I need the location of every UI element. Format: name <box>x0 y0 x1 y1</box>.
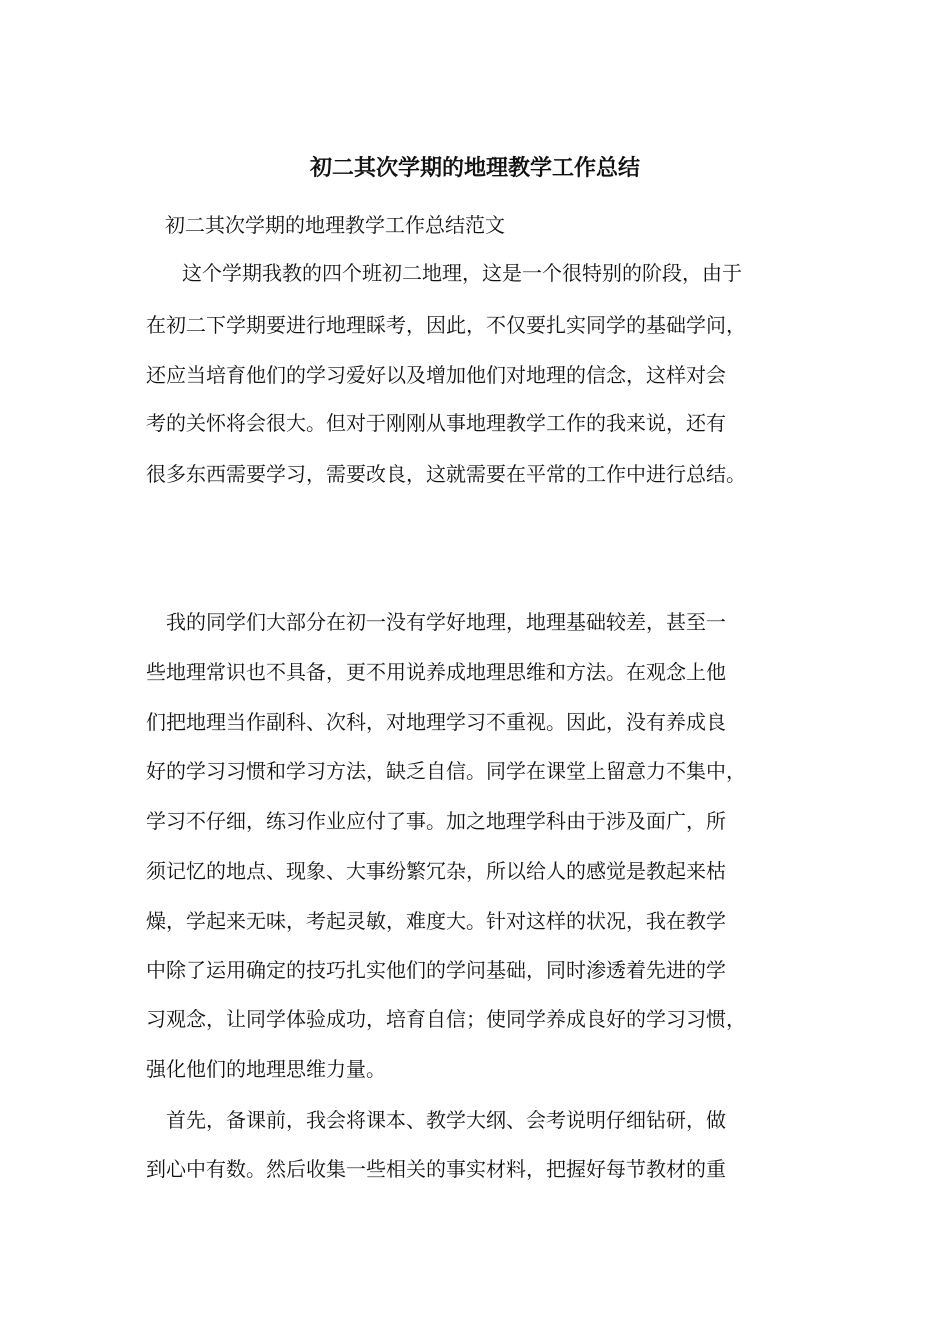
paragraph-1-line: 在初二下学期要进行地理睬考，因此，不仅要扎实同学的基础学问， <box>146 313 746 337</box>
document-title: 初二其次学期的地理教学工作总结 <box>309 155 640 181</box>
paragraph-1-line: 很多东西需要学习，需要改良，这就需要在平常的工作中进行总结。 <box>146 462 746 486</box>
paragraph-2-line: 我的同学们大部分在初一没有学好地理，地理基础较差，甚至一 <box>166 610 726 634</box>
paragraph-1-line: 还应当培育他们的学习爱好以及增加他们对地理的信念，这样对会 <box>146 363 726 387</box>
paragraph-2-line: 中除了运用确定的技巧扎实他们的学问基础，同时渗透着先进的学 <box>146 958 726 982</box>
paragraph-2-line: 些地理常识也不具备，更不用说养成地理思维和方法。在观念上他 <box>146 660 726 684</box>
paragraph-3-line: 首先，备课前，我会将课本、教学大纲、会考说明仔细钻研，做 <box>166 1108 726 1132</box>
paragraph-2-line: 须记忆的地点、现象、大事纷繁冗杂，所以给人的感觉是教起来枯 <box>146 859 726 883</box>
paragraph-3-line: 到心中有数。然后收集一些相关的事实材料，把握好每节教材的重 <box>146 1157 726 1181</box>
document-subtitle: 初二其次学期的地理教学工作总结范文 <box>165 213 505 237</box>
paragraph-2-line: 学习不仔细，练习作业应付了事。加之地理学科由于涉及面广，所 <box>146 809 726 833</box>
paragraph-2-line: 强化他们的地理思维力量。 <box>146 1057 386 1081</box>
paragraph-2-line: 好的学习习惯和学习方法，缺乏自信。同学在课堂上留意力不集中， <box>146 759 746 783</box>
paragraph-2-line: 习观念，让同学体验成功，培育自信；使同学养成良好的学习习惯， <box>146 1007 746 1031</box>
paragraph-1-line: 考的关怀将会很大。但对于刚刚从事地理教学工作的我来说，还有 <box>146 411 726 435</box>
paragraph-2-line: 们把地理当作副科、次科，对地理学习不重视。因此，没有养成良 <box>146 710 726 734</box>
paragraph-1-line: 这个学期我教的四个班初二地理，这是一个很特别的阶段，由于 <box>182 261 742 285</box>
paragraph-2-line: 燥，学起来无味，考起灵敏，难度大。针对这样的状况，我在教学 <box>146 909 726 933</box>
